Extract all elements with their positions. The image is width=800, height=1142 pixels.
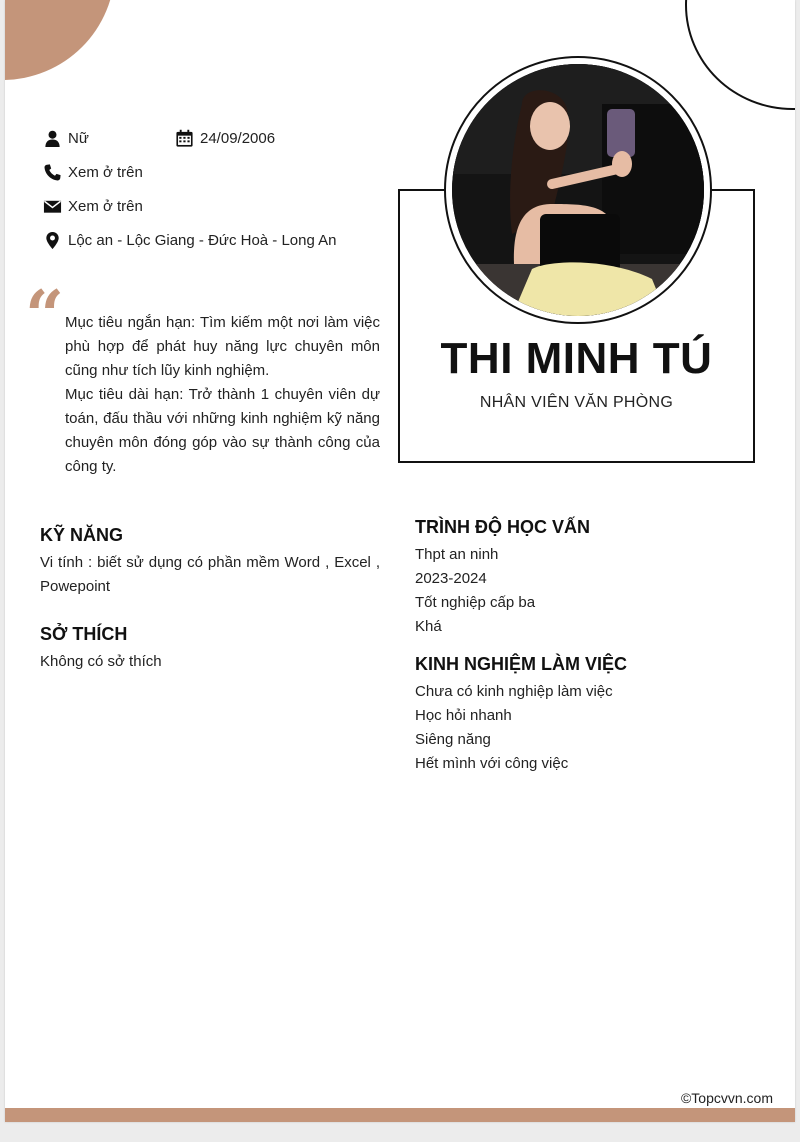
career-objective: [65, 311, 380, 479]
experience-line: Siêng năng: [415, 731, 491, 748]
email-value: Xem ở trên: [68, 198, 143, 215]
phone-icon: [43, 163, 62, 182]
experience-list: [415, 680, 755, 776]
phone-row: [43, 163, 143, 182]
phone-value: Xem ở trên: [68, 164, 143, 181]
calendar-icon: [175, 129, 194, 148]
hobbies-text: Không có sở thích: [40, 653, 162, 670]
quote-icon: “: [25, 276, 65, 356]
skills-text: Vi tính : biết sử dụng có phần mềm Word , Excel , Powepoint: [40, 554, 380, 595]
location-pin-icon: [43, 231, 62, 250]
experience-line: Chưa có kinh nghiệp làm việc: [415, 683, 613, 700]
address-value: Lộc an - Lộc Giang - Đức Hoà - Long An: [68, 232, 337, 249]
skills-heading: KỸ NĂNG: [40, 525, 124, 545]
mail-icon: [43, 197, 62, 216]
gender-row: [43, 129, 89, 148]
full-name: THI MINH TÚ: [440, 334, 713, 383]
objective-long-term: Mục tiêu dài hạn: Trở thành 1 chuyên viên dự toán, đấu thầu với những kinh nghiệm kỹ năng chuyên môn đóng góp vào sự thành công của công ty.: [65, 386, 380, 475]
birthdate-row: [175, 129, 275, 148]
education-heading: TRÌNH ĐỘ HỌC VẤN: [415, 517, 590, 537]
gender-value: Nữ: [68, 130, 89, 147]
bottom-accent-bar: [5, 1108, 795, 1122]
email-row: [43, 197, 143, 216]
education-line: Tốt nghiệp cấp ba: [415, 594, 536, 611]
birthdate-value: 24/09/2006: [200, 130, 276, 147]
copyright-text[interactable]: ©Topcvvn.com: [680, 1090, 773, 1106]
experience-line: Học hỏi nhanh: [415, 707, 512, 724]
avatar: [452, 64, 704, 316]
hobbies-heading: SỞ THÍCH: [40, 624, 128, 644]
person-icon: [43, 129, 62, 148]
cv-page: [5, 0, 795, 1122]
education-line: 2023-2024: [415, 570, 487, 587]
job-title: NHÂN VIÊN VĂN PHÒNG: [479, 394, 674, 411]
education-list: [415, 543, 755, 639]
decorative-ring-top-right: [685, 0, 795, 110]
experience-heading: KINH NGHIỆM LÀM VIỆC: [415, 654, 628, 674]
address-row: [43, 231, 337, 250]
decorative-circle-top-left: [5, 0, 115, 80]
objective-short-term: Mục tiêu ngắn hạn: Tìm kiếm một nơi làm việc phù hợp để phát huy năng lực chuyên môn cũng như tích lũy kinh nghiệm.: [65, 314, 380, 379]
education-line: Thpt an ninh: [415, 546, 499, 563]
experience-line: Hết mình với công việc: [415, 755, 569, 772]
education-line: Khá: [415, 618, 442, 635]
